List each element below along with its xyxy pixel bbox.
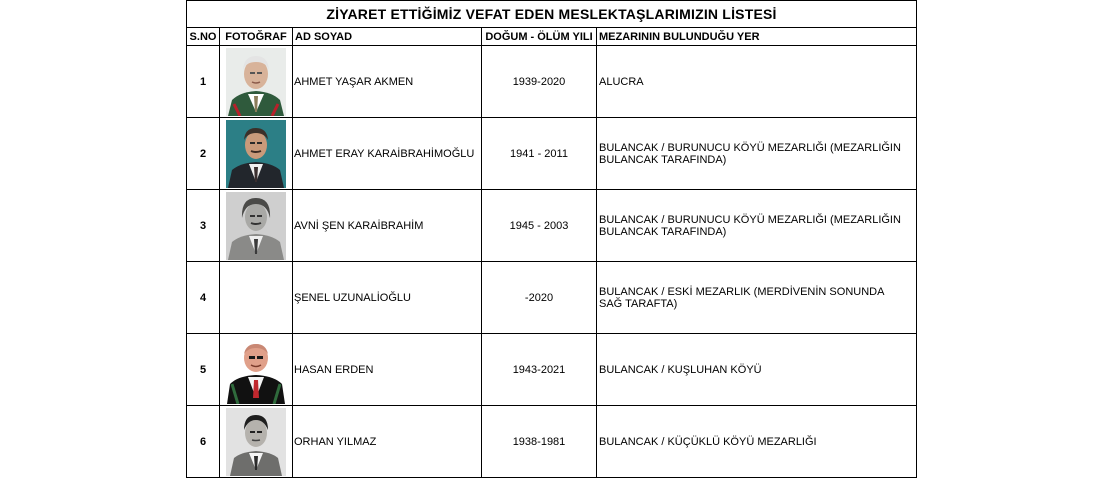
years-cell: 1945 - 2003 [482,190,597,262]
header-place: MEZARININ BULUNDUĞU YER [597,28,917,46]
table-row [187,262,917,334]
place-cell: BULANCAK / BURUNUCU KÖYÜ MEZARLIĞI (MEZARLIĞIN BULANCAK TARAFINDA) [597,190,917,262]
place-cell: ALUCRA [597,46,917,118]
header-years: DOĞUM - ÖLÜM YILI [482,28,597,46]
empty-photo-cell [220,262,293,334]
years-cell: 1943-2021 [482,334,597,406]
portrait-photo [226,48,286,116]
place-cell: BULANCAK / BURUNUCU KÖYÜ MEZARLIĞI (MEZARLIĞIN BULANCAK TARAFINDA) [597,118,917,190]
memorial-list-sheet [186,0,916,481]
place-cell: BULANCAK / KÜÇÜKLÜ KÖYÜ MEZARLIĞI [597,406,917,478]
years-cell: 1941 - 2011 [482,118,597,190]
table-row [187,118,917,190]
header-photo: FOTOĞRAF [220,28,293,46]
years-cell: -2020 [482,262,597,334]
name-cell: ORHAN YILMAZ [293,406,482,478]
portrait-photo [226,120,286,188]
years-cell: 1939-2020 [482,46,597,118]
name-cell: AHMET YAŞAR AKMEN [293,46,482,118]
table-row [187,406,917,478]
place-cell: BULANCAK / KUŞLUHAN KÖYÜ [597,334,917,406]
row-number: 1 [187,46,220,118]
portrait-photo [226,192,286,260]
row-number: 6 [187,406,220,478]
row-number: 2 [187,118,220,190]
years-cell: 1938-1981 [482,406,597,478]
table-row [187,46,917,118]
portrait-photo [226,336,286,404]
name-cell: HASAN ERDEN [293,334,482,406]
memorial-table [186,0,917,478]
row-number: 3 [187,190,220,262]
header-no: S.NO [187,28,220,46]
row-number: 4 [187,262,220,334]
name-cell: ŞENEL UZUNALİOĞLU [293,262,482,334]
table-row [187,334,917,406]
portrait-photo [226,408,286,476]
name-cell: AVNİ ŞEN KARAİBRAHİM [293,190,482,262]
header-name: AD SOYAD [293,28,482,46]
row-number: 5 [187,334,220,406]
table-row [187,190,917,262]
name-cell: AHMET ERAY KARAİBRAHİMOĞLU [293,118,482,190]
table-title: ZİYARET ETTİĞİMİZ VEFAT EDEN MESLEKTAŞLARIMIZIN LİSTESİ [187,1,917,28]
place-cell: BULANCAK / ESKİ MEZARLIK (MERDİVENİN SONUNDA SAĞ TARAFTA) [597,262,917,334]
